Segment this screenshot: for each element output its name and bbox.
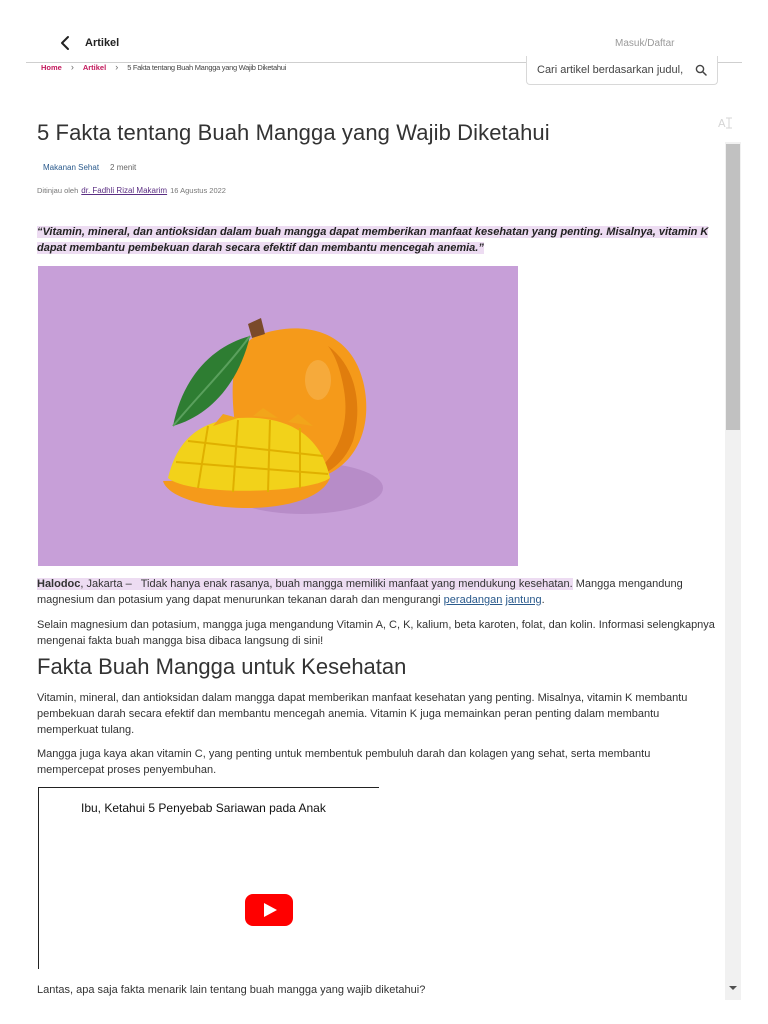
quote-text: “Vitamin, mineral, dan antioksidan dalam buah mangga dapat memberikan manfaat kesehatan yang penting. Misalnya, vitamin K dapat membantu pembekuan darah secara efektif dan membantu mencegah anemia.”: [37, 226, 709, 254]
chevron-left-icon: [58, 34, 74, 52]
mango-illustration: [38, 266, 518, 566]
article-title: 5 Fakta tentang Buah Mangga yang Wajib Diketahui: [37, 120, 550, 145]
youtube-play-icon[interactable]: [245, 894, 293, 926]
section-heading: Fakta Buah Mangga untuk Kesehatan: [37, 654, 407, 679]
paragraph-nutrients: Selain magnesium dan potasium, mangga juga mengandung Vitamin A, C, K, kalium, beta karoten, folat, dan kolin. Informasi selengkapnya mengenai fakta buah mangga bisa dibaca langsung di sini!: [37, 619, 715, 647]
intro-paragraph: [37, 576, 719, 608]
search-input[interactable]: [537, 64, 689, 76]
video-title[interactable]: Ibu, Ketahui 5 Penyebab Sariawan pada Anak: [81, 801, 326, 815]
back-button[interactable]: [58, 34, 74, 52]
breadcrumb-current: 5 Fakta tentang Buah Mangga yang Wajib Diketahui: [127, 63, 286, 72]
review-date: 16 Agustus 2022: [170, 186, 226, 195]
login-register-link[interactable]: Masuk/Daftar: [615, 38, 675, 49]
svg-text:A: A: [718, 117, 726, 130]
article-meta: [43, 163, 136, 172]
intro-location: , Jakarta –: [80, 578, 132, 590]
intro-rest: Mangga mengandung magnesium dan potasium yang dapat menurunkan tekanan darah dan mengurangi: [37, 578, 683, 606]
intro-end: .: [541, 594, 545, 606]
breadcrumb: [41, 63, 286, 72]
chevron-right-icon: ›: [115, 62, 119, 72]
paragraph-vitamin-k: Vitamin, mineral, dan antioksidan dalam mangga dapat memberikan manfaat kesehatan yang penting. Misalnya, vitamin K membantu pembekuan darah secara efektif dan membantu mencegah anemia. Vitamin K juga memainkan peran penting dalam membantu memperkuat tulang.: [37, 692, 688, 736]
header-title: Artikel: [85, 37, 120, 49]
reviewer-info: [37, 186, 226, 195]
article-summary-quote: [37, 224, 719, 256]
read-time: 2 menit: [110, 163, 137, 172]
article-search: [526, 56, 718, 85]
mango-icon: [38, 266, 518, 566]
scroll-down-arrow-icon[interactable]: [729, 986, 737, 990]
intro-highlight: Tidak hanya enak rasanya, buah mangga memiliki manfaat yang mendukung kesehatan.: [140, 578, 573, 590]
chevron-right-icon: ›: [70, 62, 74, 72]
category-tag[interactable]: Makanan Sehat: [43, 163, 100, 172]
video-embed[interactable]: [38, 787, 379, 969]
breadcrumb-home[interactable]: Home: [41, 63, 62, 72]
breadcrumb-section[interactable]: Artikel: [82, 63, 107, 72]
link-peradangan[interactable]: peradangan: [443, 594, 503, 606]
link-jantung[interactable]: jantung: [505, 594, 542, 606]
search-icon[interactable]: [695, 64, 707, 76]
reviewed-by-label: Ditinjau oleh: [37, 186, 79, 195]
scrollbar-thumb[interactable]: [726, 144, 740, 430]
brand-name: Halodoc: [37, 578, 81, 590]
paragraph-vitamin-c: Mangga juga kaya akan vitamin C, yang penting untuk membentuk pembuluh darah dan kolagen yang sehat, serta membantu mempercepat proses penyembuhan.: [37, 748, 651, 776]
translate-icon[interactable]: [716, 114, 734, 132]
top-bar: [0, 0, 768, 62]
paragraph-question: Lantas, apa saja fakta menarik lain tentang buah mangga yang wajib diketahui?: [37, 984, 426, 996]
reviewer-link[interactable]: dr. Fadhli Rizal Makarim: [81, 186, 168, 195]
